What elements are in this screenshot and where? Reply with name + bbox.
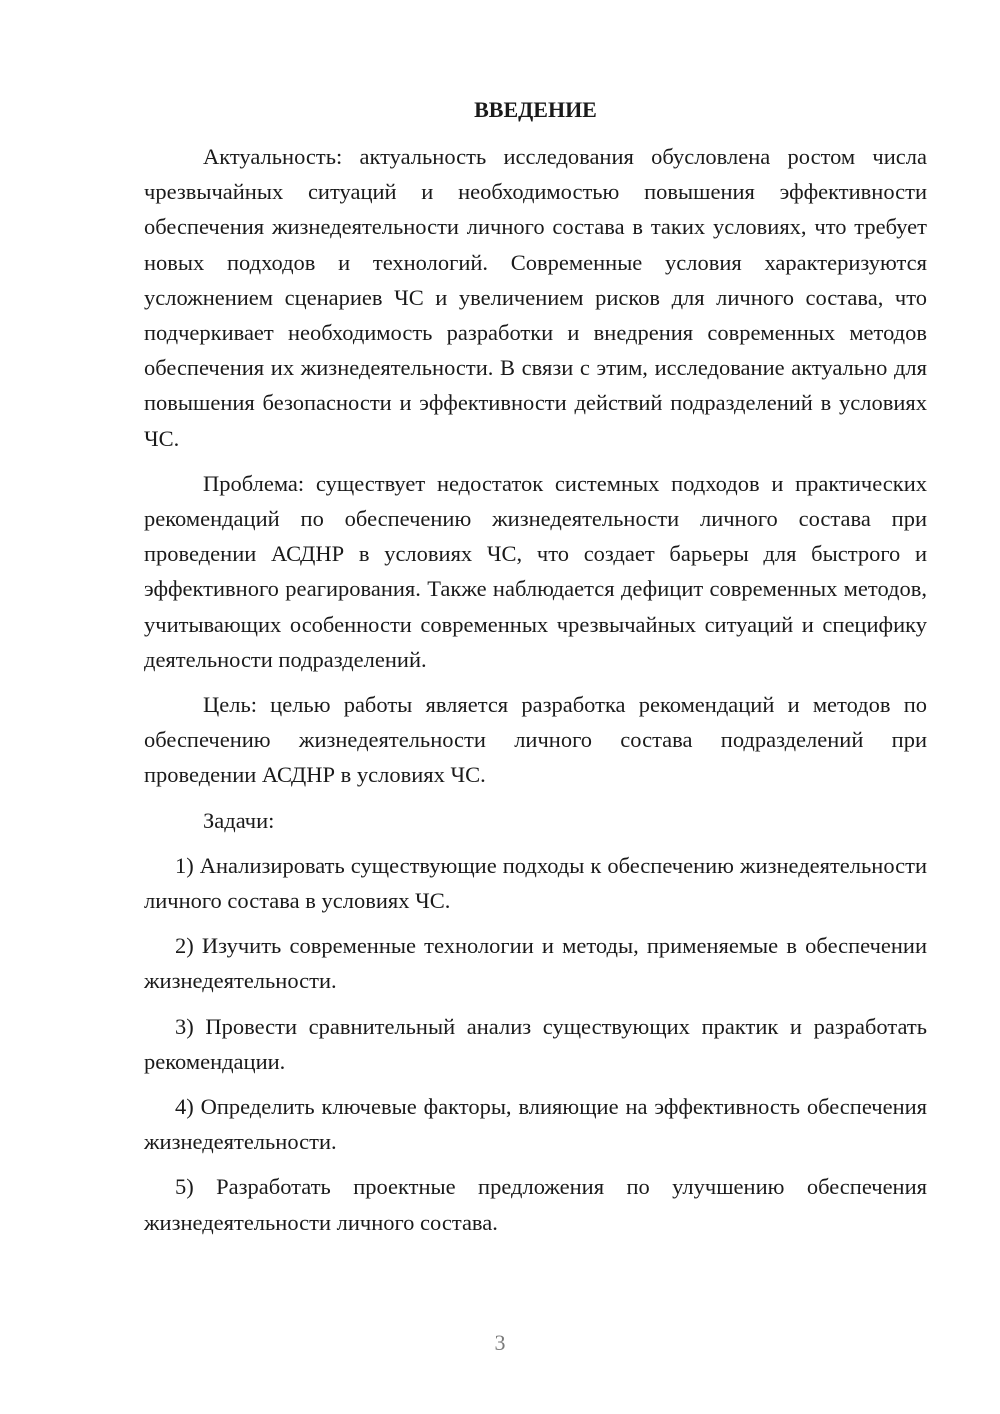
task-item-1: 1) Анализировать существующие подходы к обеспечению жизнедеятельности личного состава в условиях ЧС. [144, 852, 927, 914]
task-item-5: 5) Разработать проектные предложения по улучшению обеспечения жизнедеятельности личного состава. [144, 1174, 927, 1235]
page-number: 3 [494, 1330, 506, 1355]
page-body [144, 92, 927, 1250]
task-item-2: 2) Изучить современные технологии и методы, применяемые в обеспечении жизнедеятельности. [144, 933, 927, 994]
problem-paragraph: Проблема: существует недостаток системных подходов и практических рекомендаций по обеспечению жизнедеятельности личного состава при проведении АСДНР в условиях ЧС, что создает барьеры для быстрого и эффективного реагирования. Также наблюдается дефицит современных методов, учитывающих особенности современных чрезвычайных ситуаций и специфику деятельности подразделений. [144, 470, 927, 672]
task-item-3: 3) Провести сравнительный анализ существующих практик и разработать рекомендации. [144, 1013, 927, 1074]
tasks-heading: Задачи: [203, 807, 275, 833]
relevance-paragraph: Актуальность: актуальность исследования обусловлена ростом числа чрезвычайных ситуаций и необходимостью повышения эффективности обеспечения жизнедеятельности личного состава в таких условиях, что требует новых подходов и технологий. Современные условия характеризуются усложнением сценариев ЧС и увеличением рисков для личного состава, что подчеркивает необходимость разработки и внедрения современных методов обеспечения их жизнедеятельности. В связи с этим, исследование актуально для повышения безопасности и эффективности действий подразделений в условиях ЧС. [144, 144, 927, 451]
task-item-4: 4) Определить ключевые факторы, влияющие на эффективность обеспечения жизнедеятельности. [144, 1094, 927, 1155]
section-title: ВВЕДЕНИЕ [474, 97, 597, 122]
goal-paragraph: Цель: целью работы является разработка рекомендаций и методов по обеспечению жизнедеятельности личного состава подразделений при проведении АСДНР в условиях ЧС. [144, 692, 927, 788]
